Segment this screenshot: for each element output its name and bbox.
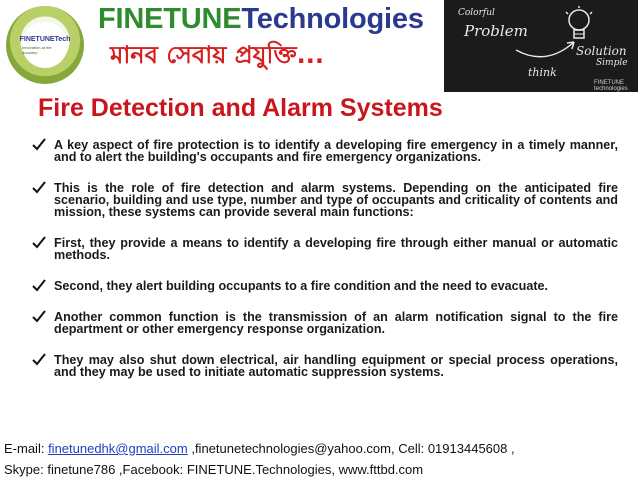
bullet-text: First, they provide a means to identify a developing fire through either manual or automatic methods. — [54, 236, 618, 262]
checkmark-icon — [32, 181, 46, 194]
contact-footer — [4, 438, 515, 480]
bullet-text: A key aspect of fire protection is to identify a developing fire emergency in a timely manner, and to alert the building's occupants and fire emergency organizations. — [54, 138, 618, 164]
bullet-item — [32, 311, 618, 335]
footer-line-2: Skype: finetune786 ,Facebook: FINETUNE.Technologies, www.fttbd.com — [4, 462, 424, 477]
bullet-item — [32, 354, 618, 378]
logo-text: FINETUNETech — [19, 35, 71, 43]
bullet-text: Second, they alert building occupants to a fire condition and the need to evacuate. — [54, 279, 549, 293]
bullet-list — [32, 139, 618, 397]
bullet-text: Another common function is the transmission of an alarm notification signal to the fire department or other emergency response organization. — [54, 310, 618, 336]
banner-word-colorful: Colorful — [458, 8, 495, 18]
footer-line-1 — [4, 438, 515, 459]
brand-part-finetune: FINETUNE — [98, 3, 242, 35]
footer-contacts: ,finetunetechnologies@yahoo.com, Cell: 01913445608 , — [187, 441, 515, 456]
bullet-item — [32, 182, 618, 218]
arrow-icon — [514, 30, 584, 60]
logo-subtext: Innovation at the doorstep — [22, 44, 52, 55]
bullet-item — [32, 280, 618, 292]
banner-word-solution: Solution — [576, 44, 627, 58]
bullet-text: This is the role of fire detection and alarm systems. Depending on the anticipated fire scenario, building and use type, number and type of occupants and criticality of contents and mission, these systems can provide several main functions: — [54, 181, 618, 219]
header-banner-image — [444, 0, 638, 92]
brand-part-technologies: Technologies — [241, 3, 424, 35]
banner-brand-text: FINETUNE technologies — [594, 80, 628, 92]
bengali-tagline: মানব সেবায় প্রযুক্তি... — [110, 41, 324, 69]
slide-title: Fire Detection and Alarm Systems — [38, 94, 443, 122]
checkmark-icon — [32, 236, 46, 249]
checkmark-icon — [32, 279, 46, 292]
bullet-item — [32, 139, 618, 163]
checkmark-icon — [32, 138, 46, 151]
checkmark-icon — [32, 353, 46, 366]
bullet-item — [32, 237, 618, 261]
checkmark-icon — [32, 310, 46, 323]
banner-word-problem: Problem — [464, 22, 528, 40]
banner-word-simple: Simple — [596, 58, 628, 68]
brand-name — [98, 2, 424, 36]
company-logo — [6, 6, 84, 84]
banner-word-think: think — [528, 66, 557, 79]
bullet-text: They may also shut down electrical, air handling equipment or special process operations, and they may be used to initiate automatic suppression systems. — [54, 353, 618, 379]
email-label: E-mail: — [4, 441, 49, 456]
email-link[interactable]: finetunedhk@gmail.com — [48, 441, 188, 456]
logo-center — [19, 22, 71, 68]
